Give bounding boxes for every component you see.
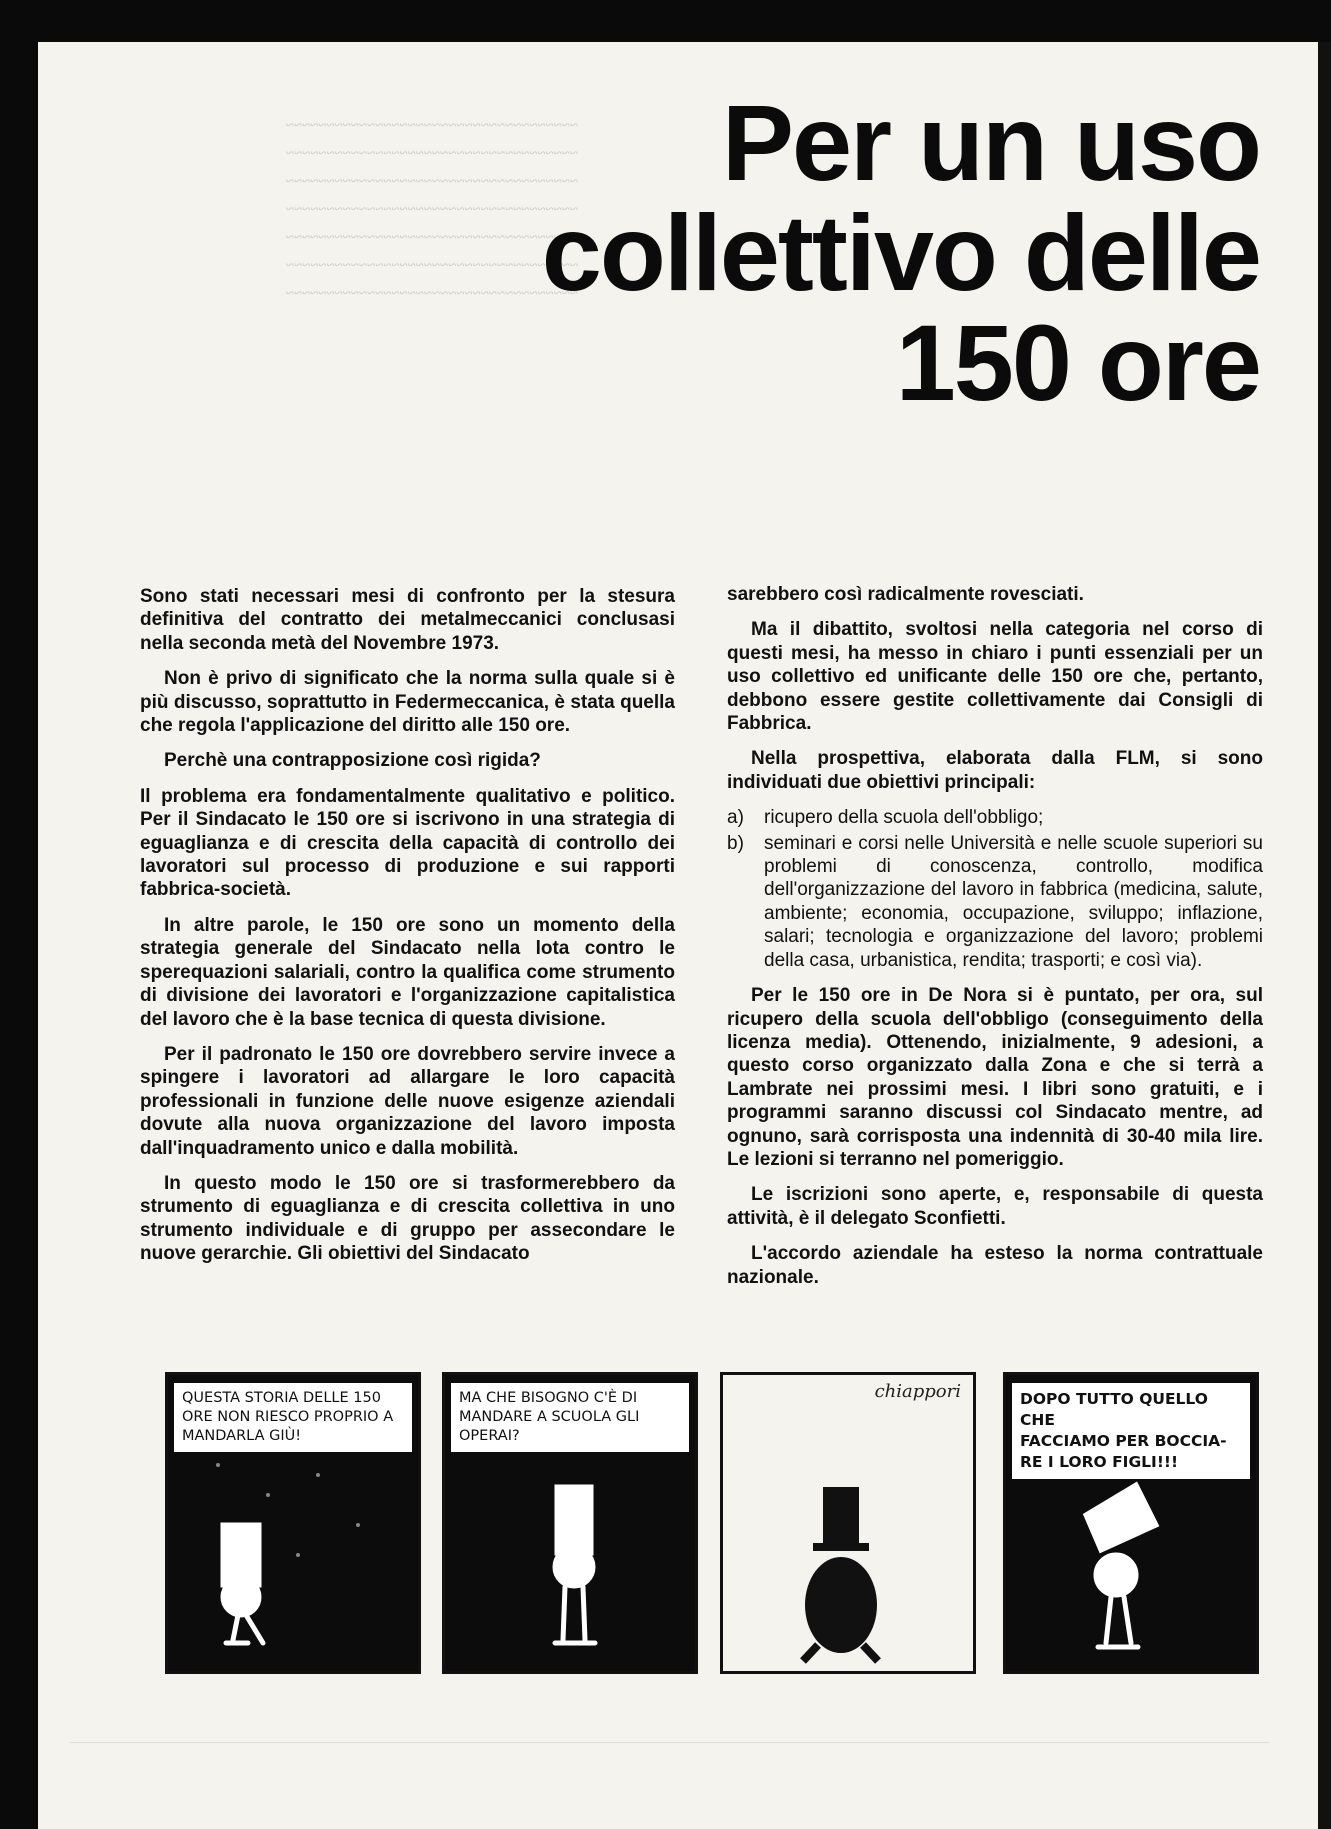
capitalist-figure-illustration [168, 1375, 418, 1671]
show-through-text: ~~~~~~~~~~~~~~~~~~~~~~~~~~~~~~~~~~~~ ~~~~~~~~~~~~~~~~~~~~~~~~~~~~~~~~~~~~ ~~~~~~~~~~~~~~~~~~~~~~~~~~~~~~~~~~~~ ~~~~~~~~~~~~~~~~~~~~~~~~~~~~~~~~~~~~ ~~~~~~~~~~~~~~~~~~~~~~~~~~~~~~~~~~~~ ~~~~~~~~~~~~~~~~~~~~~~~~~~~~~~~~~~~~ ~~~~~~~~~~~~~~~~~~~~~~~~~~~~~~~~~~~~ [285, 118, 578, 302]
paragraph: Le iscrizioni sono aperte, e, responsabile di questa attività, è il delegato Sconfietti. [727, 1184, 1263, 1229]
left-column [140, 585, 675, 1278]
page-edge [1318, 42, 1331, 1829]
comic-panel-1 [165, 1372, 421, 1674]
right-column [727, 583, 1263, 1301]
capitalist-silhouette-illustration [723, 1375, 973, 1671]
paragraph: In altre parole, le 150 ore sono un momento della strategia generale del Sindacato nella lota contro le sperequazioni salariali, contro la qualifica come strumento di divisione dei lavoratori e l'organizzazione capitalistica del lavoro che è la base tecnica di questa divisione. [140, 914, 675, 1030]
paragraph: Sono stati necessari mesi di confronto per la stesura definitiva del contratto dei metalmeccanici conclusasi nella seconda metà del Novembre 1973. [140, 586, 675, 654]
speech-bubble: DOPO TUTTO QUELLO CHE FACCIAMO PER BOCCIA- RE I LORO FIGLI!!! [1012, 1383, 1250, 1479]
paragraph: Non è privo di significato che la norma sulla quale si è più discusso, soprattutto in Federmeccanica, è stata quella che regola l'applicazione del diritto alle 150 ore. [140, 668, 675, 737]
paragraph: Perchè una contrapposizione così rigida? [164, 750, 541, 772]
comic-panel-4 [1003, 1372, 1259, 1674]
objectives-list [727, 806, 1263, 972]
paragraph: Ma il dibattito, svoltosi nella categoria nel corso di questi mesi, ha messo in chiaro i punti essenziali per un uso collettivo ed unificante delle 150 ore che, pertanto, debbono essere gestite collettivamente dai Consigli di Fabbrica. [727, 619, 1263, 735]
list-marker: a) [727, 807, 744, 829]
comic-panel-3 [720, 1372, 976, 1674]
paragraph: In questo modo le 150 ore si trasformerebbero da strumento di eguaglianza e di crescita collettiva in uno strumento individuale e di gruppo per assecondare le nuove gerarchie. Gli obiettivi del Sindacato [140, 1172, 675, 1265]
comic-strip [165, 1372, 1265, 1668]
divider [70, 1742, 1270, 1743]
list-item [727, 832, 1263, 972]
artist-signature: chiappori [874, 1381, 961, 1402]
paragraph: Per il padronato le 150 ore dovrebbero servire invece a spingere i lavoratori ad allargare le loro capacità professionali in funzione delle nuove esigenze aziendali dovute alla nuova organizzazione del lavoro imposta dall'inquadramento unico e dalla mobilità. [140, 1043, 675, 1159]
speech-bubble: QUESTA STORIA DELLE 150 ORE NON RIESCO PROPRIO A MANDARLA GIÙ! [174, 1383, 412, 1452]
paragraph: Per le 150 ore in De Nora si è puntato, per ora, sul ricupero della scuola dell'obbligo (conseguimento della licenza media). Ottenendo, inizialmente, 9 adesioni, a questo corso organizzato dalla Zona e che si terrà a Lambrate nei prossimi mesi. I libri sono gratuiti, e i programmi saranno discussi col Sindacato mentre, ad ognuno, sarà corrisposta una indennità di 30-40 mila lire. Le lezioni si terranno nel pomeriggio. [727, 985, 1263, 1170]
list-item [727, 806, 1263, 829]
list-item-text: ricupero della scuola dell'obbligo; [764, 807, 1044, 829]
capitalist-figure-illustration [445, 1375, 695, 1671]
speech-bubble: MA CHE BISOGNO C'È DI MANDARE A SCUOLA GLI OPERAI? [451, 1383, 689, 1452]
paragraph: Nella prospettiva, elaborata dalla FLM, si sono individuati due obiettivi principali: [727, 748, 1263, 793]
comic-panel-2 [442, 1372, 698, 1674]
paragraph: sarebbero così radicalmente rovesciati. [727, 584, 1084, 605]
closing-statement: L'accordo aziendale ha esteso la norma contrattuale nazionale. [727, 1243, 1263, 1288]
article-title: Per un uso collettivo delle 150 ore [541, 82, 1260, 423]
list-item-text: seminari e corsi nelle Università e nelle scuole superiori su problemi di conoscenza, controllo, modifica dell'organizzazione del lavoro in fabbrica (medicina, salute, ambiente; economia, occupazione, sviluppo; inflazione, salari; tecnologia e organizzazione del lavoro; problemi della casa, urbanistica, rendita; trasporti; e così via). [764, 832, 1263, 971]
paragraph: Il problema era fondamentalmente qualitativo e politico. Per il Sindacato le 150 ore si iscrivono in una strategia di eguaglianza e di crescita della capacità di controllo dei lavoratori sul processo di produzione e sui rapporti fabbrica-società. [140, 785, 675, 901]
capitalist-figure-illustration [1006, 1375, 1256, 1671]
list-marker: b) [727, 832, 744, 854]
